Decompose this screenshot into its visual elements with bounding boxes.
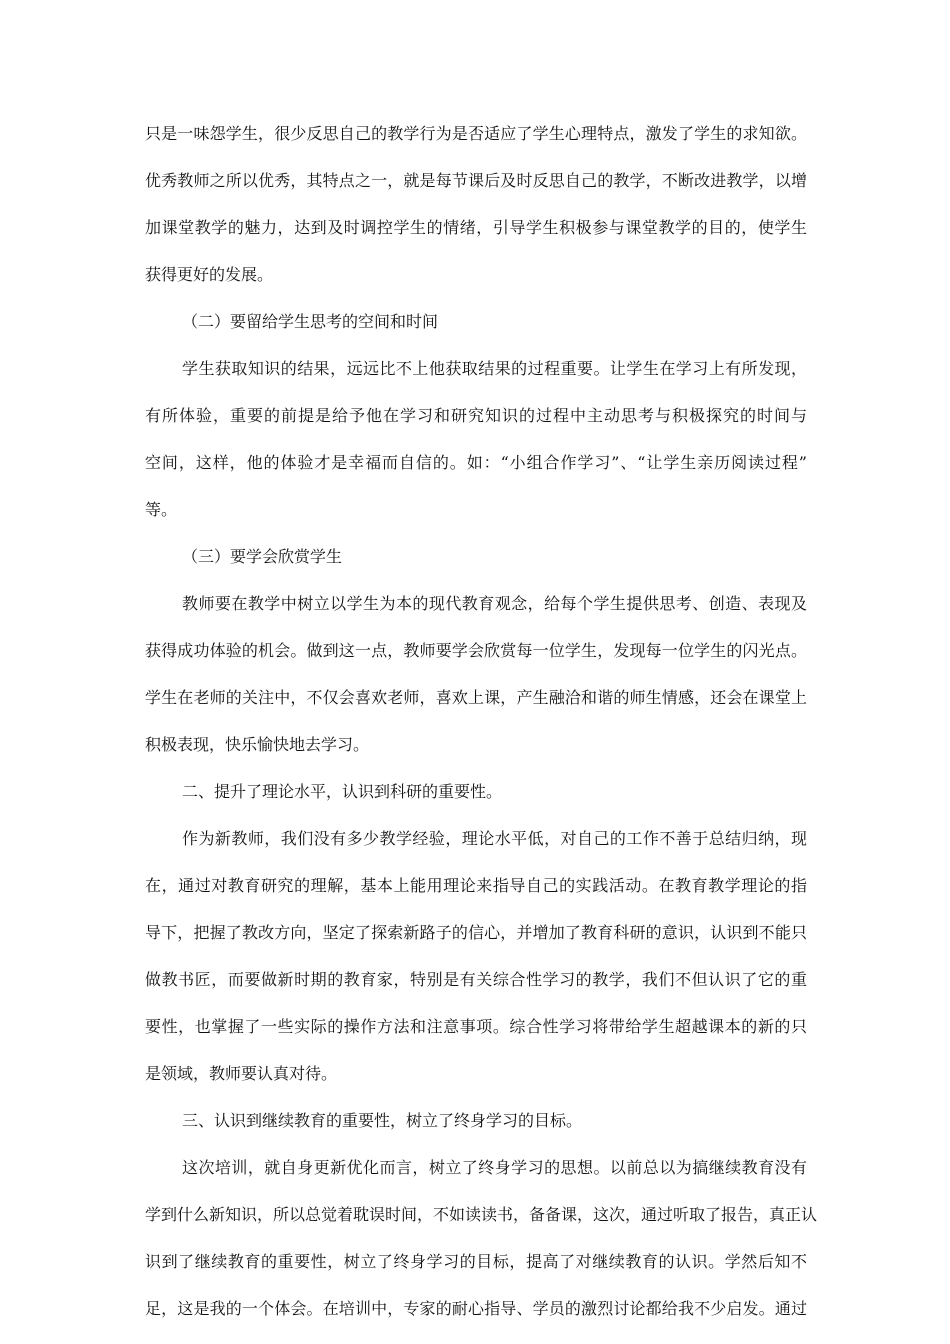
text-line: 优秀教师之所以优秀，其特点之一，就是每节课后及时反思自己的教学，不断改进教学，以增 [145,171,807,190]
text-line: 学到什么新知识，所以总觉着耽误时间，不如读读书，备备课，这次，通过听取了报告，真正认 [145,1205,818,1224]
text-line: 空间，这样，他的体验才是幸福而自信的。如：“小组合作学习”、“让学生亲历阅读过程” [145,453,807,472]
text-line: 只是一味怨学生，很少反思自己的教学行为是否适应了学生心理特点，激发了学生的求知欲。 [145,124,807,143]
text-line: 教师要在教学中树立以学生为本的现代教育观念，给每个学生提供思考、创造、表现及 [182,594,807,613]
text-line: 有所体验，重要的前提是给予他在学习和研究知识的过程中主动思考与积极探究的时间与 [145,406,807,425]
text-line: 识到了继续教育的重要性，树立了终身学习的目标，提高了对继续教育的认识。学然后知不 [145,1252,807,1271]
text-line: 等。 [145,500,178,519]
section-heading: （三）要学会欣赏学生 [182,547,343,566]
text-line: 加课堂教学的魅力，达到及时调控学生的情绪，引导学生积极参与课堂教学的目的，使学生 [145,218,807,237]
text-line: 学生在老师的关注中，不仅会喜欢老师，喜欢上课，产生融洽和谐的师生情感，还会在课堂上 [145,688,807,707]
section-heading: 三、认识到继续教育的重要性，树立了终身学习的目标。 [182,1111,583,1130]
text-line: 做教书匠，而要做新时期的教育家，特别是有关综合性学习的教学，我们不但认识了它的重 [145,970,807,989]
section-heading: 二、提升了理论水平，认识到科研的重要性。 [182,782,503,801]
text-line: 积极表现，快乐愉快地去学习。 [145,735,370,754]
text-line: 足，这是我的一个体会。在培训中，专家的耐心指导、学员的激烈讨论都给我不少启发。通过 [145,1299,807,1318]
text-line: 作为新教师，我们没有多少教学经验，理论水平低，对自己的工作不善于总结归纳，现 [182,829,807,848]
text-line: 要性，也掌握了一些实际的操作方法和注意事项。综合性学习将带给学生超越课本的新的只 [145,1017,807,1036]
text-line: 这次培训，就自身更新优化而言，树立了终身学习的思想。以前总以为搞继续教育没有 [182,1158,807,1177]
text-line: 在，通过对教育研究的理解，基本上能用理论来指导自己的实践活动。在教育教学理论的指 [145,876,807,895]
text-line: 获得更好的发展。 [145,265,274,284]
text-line: 导下，把握了教改方向，坚定了探索新路子的信心，并增加了教育科研的意识，认识到不能只 [145,923,807,942]
text-line: 是领域，教师要认真对待。 [145,1064,338,1083]
document-body [145,110,818,1332]
text-line: 获得成功体验的机会。做到这一点，教师要学会欣赏每一位学生，发现每一位学生的闪光点。 [145,641,807,660]
section-heading: （二）要留给学生思考的空间和时间 [182,312,439,331]
text-line: 学生获取知识的结果，远远比不上他获取结果的过程重要。让学生在学习上有所发现， [182,359,807,378]
